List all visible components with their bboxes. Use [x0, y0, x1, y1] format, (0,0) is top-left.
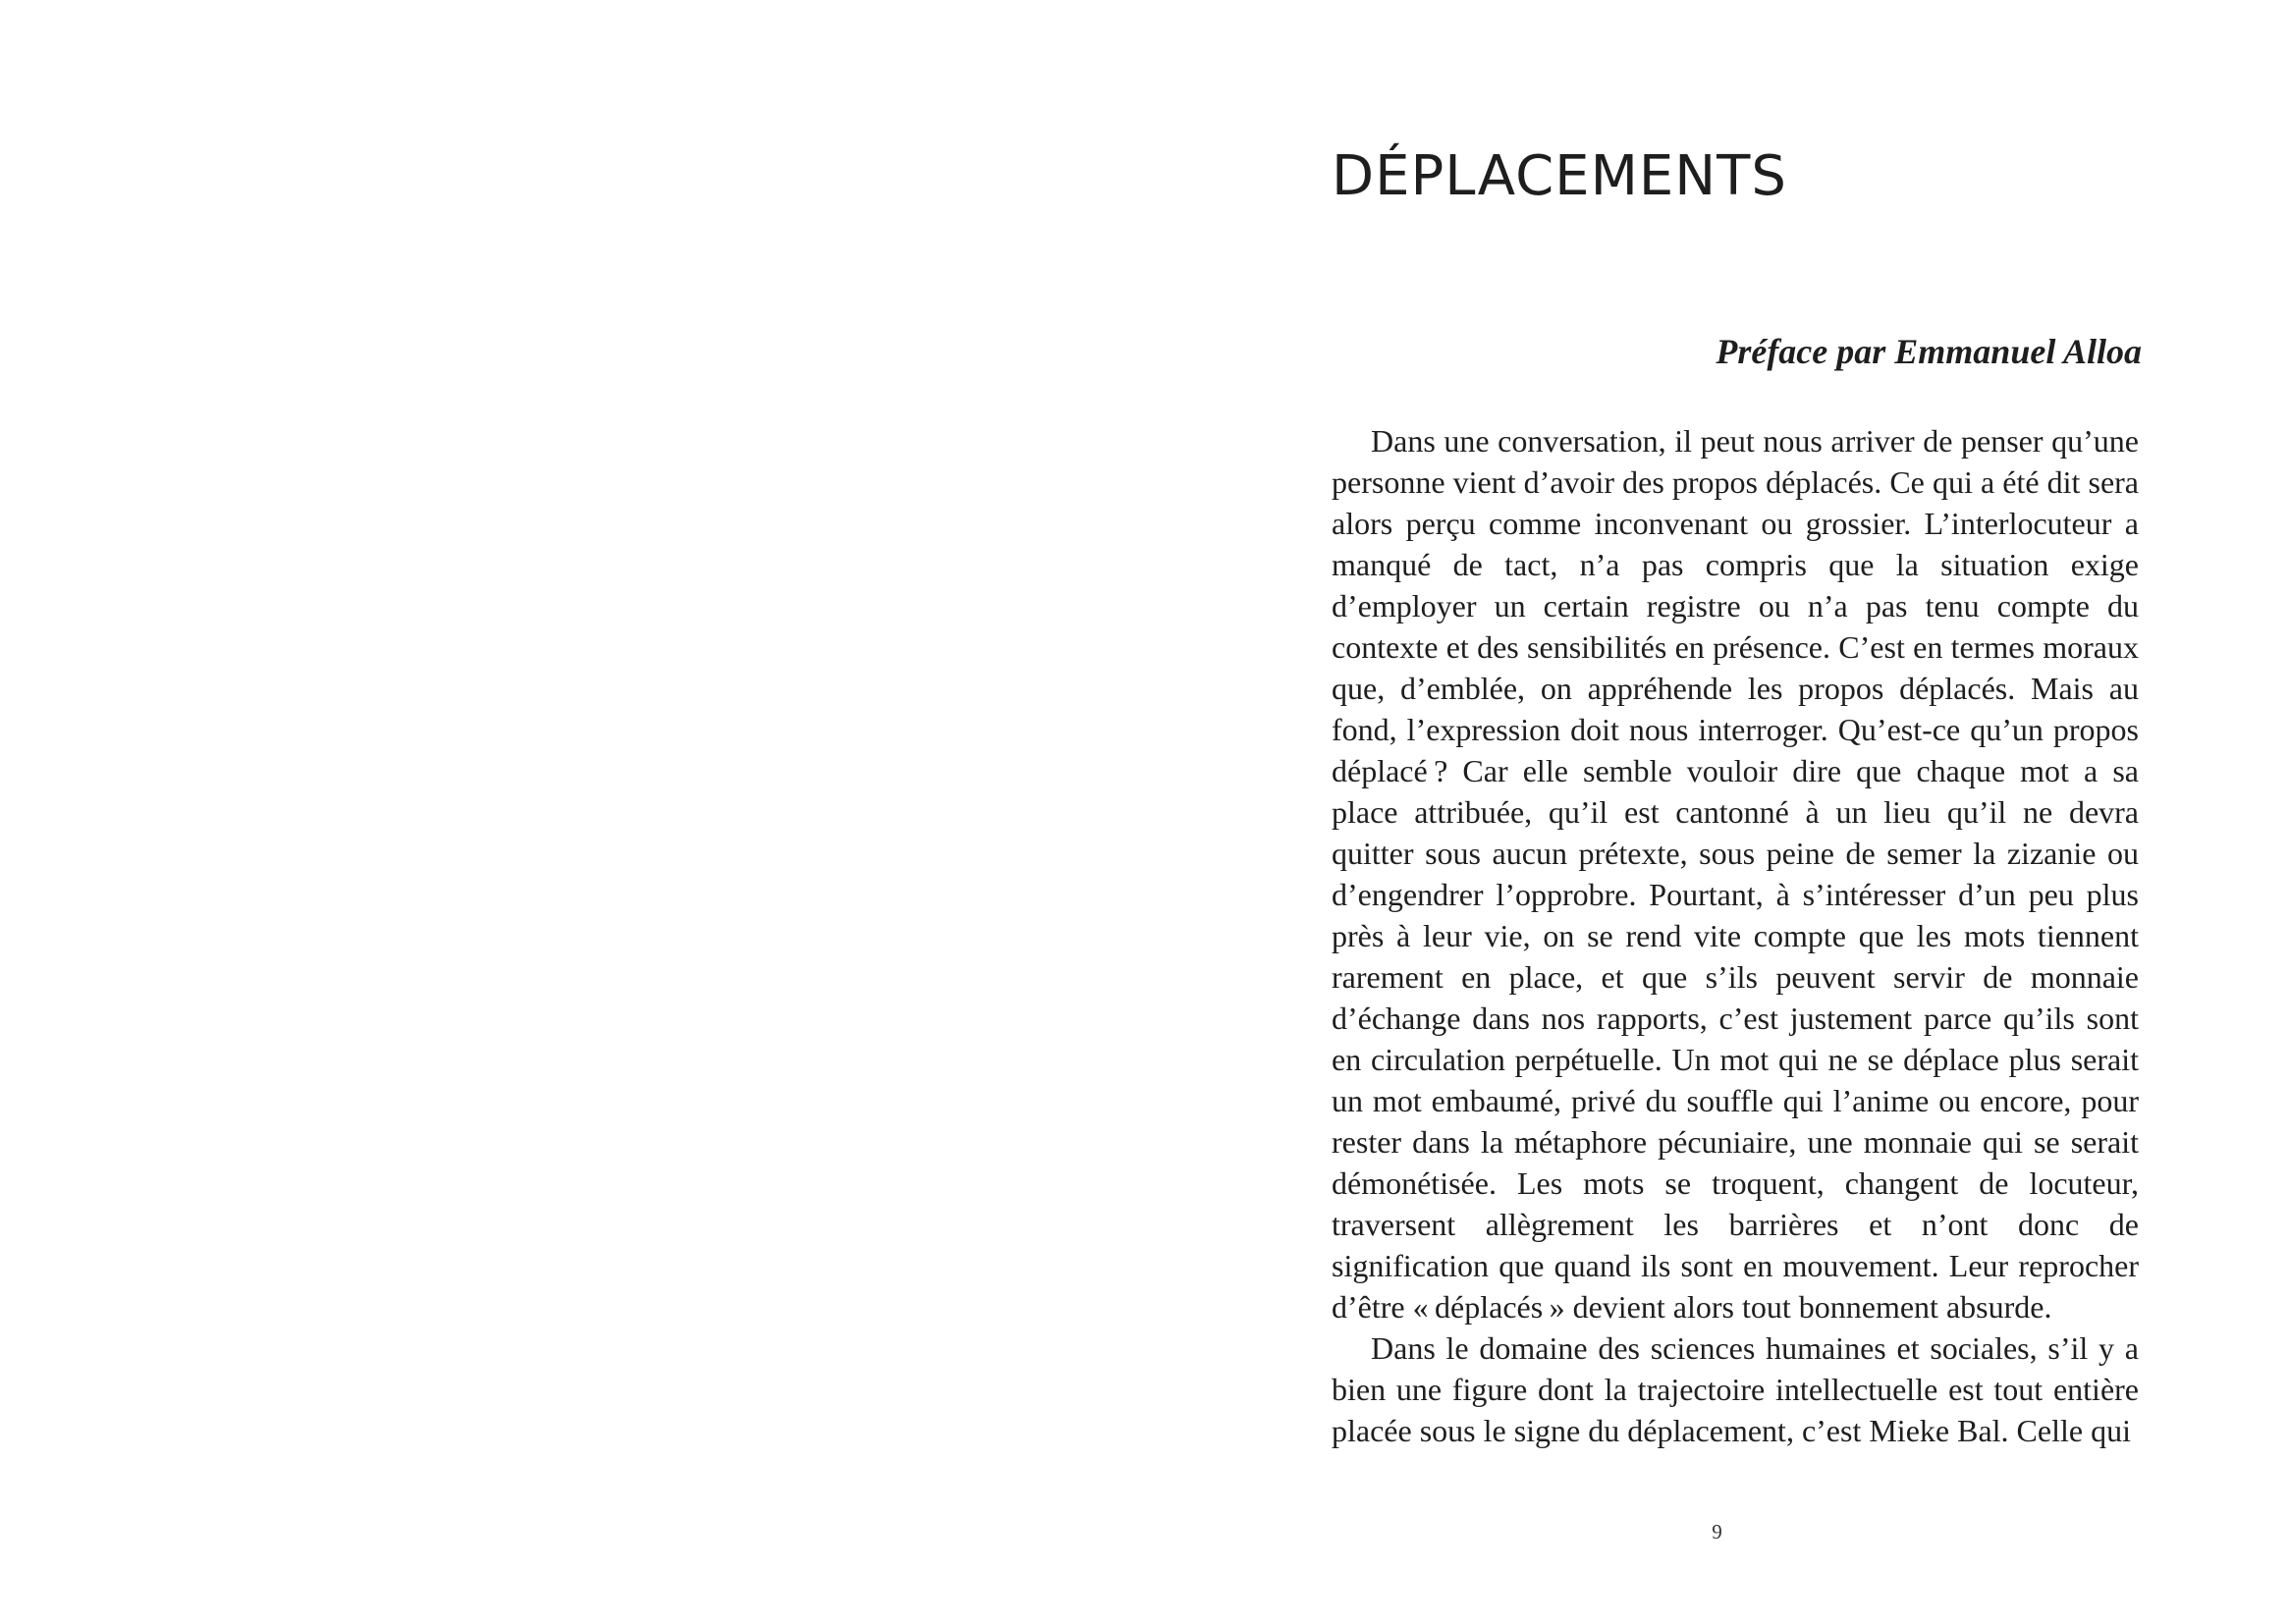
page-number: 9 — [1712, 1520, 1722, 1543]
preface-byline: Préface par Emmanuel Alloa — [1716, 332, 2142, 371]
chapter-title: DÉPLACEMENTS — [1332, 144, 1787, 208]
paragraph: Dans une conversation, il peut nous arriver de penser qu’une personne vient d’avoir des propos déplacés. Ce qui a été dit sera alors perçu comme inconvenant ou grossier. L’interlocuteur a manqué de tact, n’a pas compris que la situation exige d’employer un certain registre ou n’a pas tenu compte du contexte et des sensibilités en présence. C’est en termes moraux que, d’emblée, on appréhende les propos déplacés. Mais au fond, l’expression doit nous interroger. Qu’est-ce qu’un propos déplacé ? Car elle semble vouloir dire que chaque mot a sa place attribuée, qu’il est cantonné à un lieu qu’il ne devra quitter sous aucun prétexte, sous peine de semer la zizanie ou d’engendrer l’opprobre. Pourtant, à s’intéresser d’un peu plus près à leur vie, on se rend vite compte que les mots tiennent rarement en place, et que s’ils peuvent servir de monnaie d’échange dans nos rapports, c’est justement parce qu’ils sont en circulation perpétuelle. Un mot qui ne se déplace plus serait un mot embaumé, privé du souffle qui l’anime ou encore, pour rester dans la métaphore pécuniaire, une monnaie qui se serait démonétisée. Les mots se troquent, changent de locuteur, traversent allègrement les barrières et n’ont donc de signification que quand ils sont en mouvement. Leur reprocher d’être « déplacés » devient alors tout bonnement absurde. — [1332, 423, 2139, 1325]
preface-body — [1332, 420, 2139, 1451]
left-page-blank — [0, 0, 1144, 1624]
paragraph: Dans le domaine des sciences humaines et sociales, s’il y a bien une figure dont la trajectoire intellectuelle est tout entière placée sous le signe du déplacement, c’est Mieke Bal. Celle qui — [1332, 1330, 2139, 1448]
right-page — [1145, 0, 2289, 1624]
